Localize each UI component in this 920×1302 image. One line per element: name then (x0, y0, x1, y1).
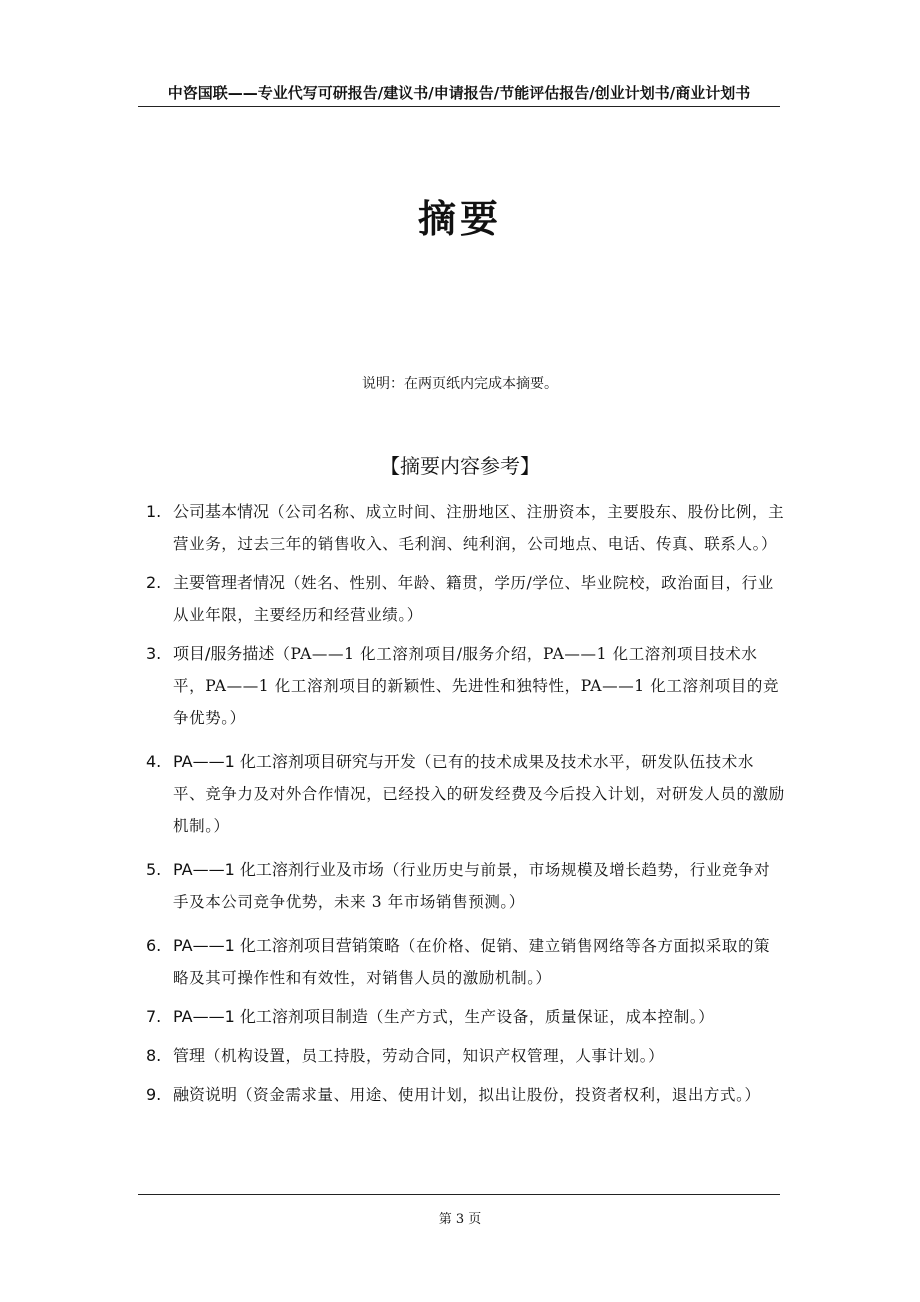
page-header: 中咨国联——专业代写可研报告/建议书/申请报告/节能评估报告/创业计划书/商业计划书 (167, 84, 751, 102)
item-number: 2. (146, 573, 162, 592)
list-item (146, 638, 786, 734)
page-title: 摘要 (417, 197, 502, 241)
list-item (146, 1079, 786, 1111)
item-number: 8. (146, 1046, 162, 1065)
item-detail: （机构设置，员工持股，劳动合同，知识产权管理，人事计划。） (205, 1047, 665, 1065)
header-divider (138, 106, 780, 107)
item-number: 7. (146, 1007, 162, 1026)
item-detail: （生产方式，生产设备，质量保证，成本控制。） (367, 1008, 715, 1026)
item-detail: （在价格、促销、建立销售网络等各方面拟采取的策略及其可操作性和有效性，对销售人员的激励机制。） (173, 937, 771, 987)
list-item (146, 1001, 786, 1033)
list-item (146, 854, 786, 918)
footer-divider (138, 1194, 780, 1195)
item-heading: 主要管理者情况 (173, 573, 286, 592)
item-heading: PA——1 化工溶剂项目研究与开发 (173, 752, 416, 771)
item-number: 5. (146, 860, 162, 879)
item-detail: （PA——1 化工溶剂项目/服务介绍，PA——1 化工溶剂项目技术水平，PA——1 化工溶剂项目的新颖性、先进性和独特性，PA——1 化工溶剂项目的竞争优势。） (173, 645, 780, 727)
list-item (146, 567, 786, 631)
item-number: 6. (146, 936, 162, 955)
page-number: 第 3 页 (438, 1212, 482, 1227)
item-number: 3. (146, 644, 162, 663)
list-item (146, 1040, 786, 1072)
item-heading: PA——1 化工溶剂行业及市场 (173, 860, 384, 879)
section-subtitle: 【摘要内容参考】 (380, 454, 540, 478)
list-item (146, 496, 786, 560)
item-detail: （姓名、性别、年龄、籍贯，学历/学位、毕业院校，政治面目，行业从业年限，主要经历和经营业绩。） (173, 574, 774, 624)
item-number: 9. (146, 1085, 162, 1104)
instruction-note: 说明：在两页纸内完成本摘要。 (362, 376, 558, 392)
item-detail: （资金需求量、用途、使用计划，拟出让股份，投资者权利，退出方式。） (237, 1086, 761, 1104)
item-number: 1. (146, 502, 162, 521)
summary-items-list (146, 496, 786, 1118)
item-detail: （公司名称、成立时间、注册地区、注册资本，主要股东、股份比例，主营业务，过去三年的销售收入、毛利润、纯利润，公司地点、电话、传真、联系人。） (173, 503, 785, 553)
item-heading: 融资说明 (173, 1085, 238, 1104)
item-number: 4. (146, 752, 162, 771)
item-detail: （已有的技术成果及技术水平，研发队伍技术水平、竞争力及对外合作情况，已经投入的研发经费及今后投入计划，对研发人员的激励机制。） (173, 753, 785, 835)
item-heading: 管理 (173, 1046, 206, 1065)
list-item (146, 746, 786, 842)
item-heading: PA——1 化工溶剂项目营销策略 (173, 936, 400, 955)
list-item (146, 930, 786, 994)
item-heading: 公司基本情况 (173, 502, 270, 521)
item-heading: 项目/服务描述 (173, 644, 275, 663)
item-detail: （行业历史与前景，市场规模及增长趋势，行业竞争对手及本公司竞争优势，未来 3 年市场销售预测。） (173, 861, 771, 911)
item-heading: PA——1 化工溶剂项目制造 (173, 1007, 368, 1026)
